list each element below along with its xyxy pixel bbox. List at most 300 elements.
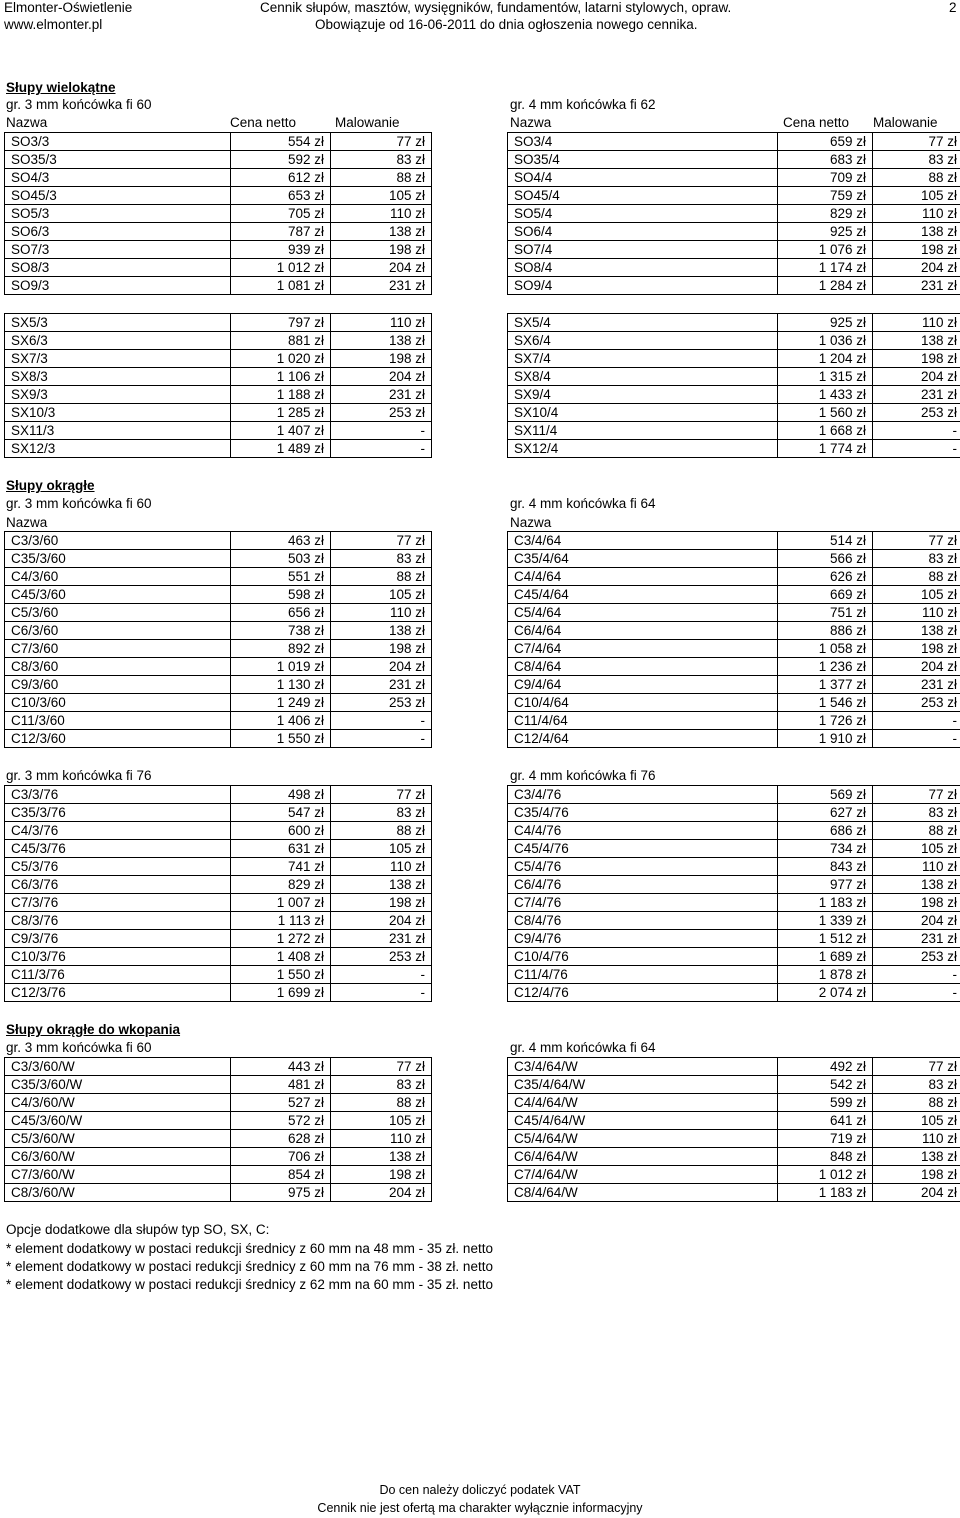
painting-price: 138 zł [331, 622, 432, 640]
col-header-name: Nazwa [510, 515, 552, 530]
painting-price: 110 zł [873, 1130, 960, 1148]
painting-price: 138 zł [331, 332, 432, 350]
price-table-c3-60 [4, 531, 432, 748]
net-price: 1 546 zł [778, 694, 873, 712]
product-name: SO35/3 [5, 151, 231, 169]
table-row [508, 1058, 960, 1076]
table-row [508, 350, 960, 368]
table-row [508, 786, 960, 804]
product-name: C5/3/60 [5, 604, 231, 622]
painting-price: - [873, 440, 960, 458]
table-row [508, 241, 960, 259]
product-name: C45/3/60/W [5, 1112, 231, 1130]
table-row [508, 840, 960, 858]
product-name: C8/3/76 [5, 912, 231, 930]
product-name: C3/3/60 [5, 532, 231, 550]
table-row [5, 804, 432, 822]
painting-price: 253 zł [873, 948, 960, 966]
table-row [5, 894, 432, 912]
net-price: 1 020 zł [231, 350, 331, 368]
table-row [508, 948, 960, 966]
table-row [508, 858, 960, 876]
painting-price: - [873, 712, 960, 730]
footer-disclaimer: Cennik nie jest ofertą ma charakter wyłącznie informacyjny [317, 1501, 643, 1515]
col-header-name: Nazwa [510, 115, 552, 130]
net-price: 1 113 zł [231, 912, 331, 930]
painting-price: 110 zł [873, 205, 960, 223]
product-name: C7/3/60 [5, 640, 231, 658]
net-price: 1 550 zł [231, 730, 331, 748]
net-price: 503 zł [231, 550, 331, 568]
product-name: C12/4/64 [508, 730, 778, 748]
painting-price: - [331, 730, 432, 748]
painting-price: 231 zł [331, 676, 432, 694]
net-price: 1 007 zł [231, 894, 331, 912]
product-name: C45/4/64 [508, 586, 778, 604]
product-name: SX6/3 [5, 332, 231, 350]
product-name: SX10/4 [508, 404, 778, 422]
net-price: 569 zł [778, 786, 873, 804]
subheading-right: gr. 4 mm końcówka fi 64 [510, 1040, 656, 1055]
product-name: C35/4/64/W [508, 1076, 778, 1094]
product-name: C6/4/64 [508, 622, 778, 640]
product-name: C4/3/60 [5, 568, 231, 586]
product-name: C4/4/76 [508, 822, 778, 840]
painting-price: 138 zł [331, 1148, 432, 1166]
net-price: 2 074 zł [778, 984, 873, 1002]
product-name: C6/4/64/W [508, 1148, 778, 1166]
painting-price: 83 zł [331, 804, 432, 822]
net-price: 1 183 zł [778, 1184, 873, 1202]
painting-price: - [331, 984, 432, 1002]
painting-price: 198 zł [331, 241, 432, 259]
net-price: 600 zł [231, 822, 331, 840]
net-price: 653 zł [231, 187, 331, 205]
net-price: 738 zł [231, 622, 331, 640]
table-row [5, 640, 432, 658]
net-price: 1 315 zł [778, 368, 873, 386]
painting-price: 198 zł [873, 241, 960, 259]
table-row [508, 151, 960, 169]
footer-vat: Do cen należy doliczyć podatek VAT [379, 1483, 581, 1497]
product-name: SX11/3 [5, 422, 231, 440]
product-name: SO5/3 [5, 205, 231, 223]
painting-price: 110 zł [873, 314, 960, 332]
net-price: 656 zł [231, 604, 331, 622]
product-name: C8/4/64 [508, 658, 778, 676]
net-price: 1 512 zł [778, 930, 873, 948]
table-row [5, 386, 432, 404]
product-name: C35/3/60/W [5, 1076, 231, 1094]
product-name: C35/4/64 [508, 550, 778, 568]
net-price: 1 878 zł [778, 966, 873, 984]
table-row [5, 550, 432, 568]
net-price: 1 236 zł [778, 658, 873, 676]
table-row [508, 568, 960, 586]
table-row [508, 894, 960, 912]
product-name: C3/4/76 [508, 786, 778, 804]
product-name: SO6/3 [5, 223, 231, 241]
net-price: 1 689 zł [778, 948, 873, 966]
net-price: 1 408 zł [231, 948, 331, 966]
table-row [5, 332, 432, 350]
table-row [508, 804, 960, 822]
net-price: 641 zł [778, 1112, 873, 1130]
net-price: 1 433 zł [778, 386, 873, 404]
table-row [5, 314, 432, 332]
product-name: SX10/3 [5, 404, 231, 422]
product-name: C6/4/76 [508, 876, 778, 894]
table-row [5, 1148, 432, 1166]
table-row [5, 1130, 432, 1148]
product-name: SO3/3 [5, 133, 231, 151]
net-price: 925 zł [778, 314, 873, 332]
product-name: C3/3/76 [5, 786, 231, 804]
painting-price: 204 zł [873, 1184, 960, 1202]
painting-price: 204 zł [331, 1184, 432, 1202]
painting-price: 138 zł [873, 332, 960, 350]
table-row [508, 822, 960, 840]
table-row [5, 876, 432, 894]
painting-price: 105 zł [331, 1112, 432, 1130]
painting-price: - [331, 422, 432, 440]
table-row [5, 1112, 432, 1130]
table-row [508, 169, 960, 187]
table-row [508, 314, 960, 332]
product-name: SX12/3 [5, 440, 231, 458]
product-name: C11/4/64 [508, 712, 778, 730]
net-price: 686 zł [778, 822, 873, 840]
net-price: 481 zł [231, 1076, 331, 1094]
option-line: * element dodatkowy w postaci redukcji średnicy z 60 mm na 76 mm - 38 zł. netto [6, 1259, 493, 1274]
product-name: SO4/3 [5, 169, 231, 187]
section-title-wkopania: Słupy okrągłe do wkopania [6, 1022, 181, 1037]
painting-price: 231 zł [331, 277, 432, 295]
product-name: C35/4/76 [508, 804, 778, 822]
painting-price: 83 zł [331, 1076, 432, 1094]
net-price: 1 174 zł [778, 259, 873, 277]
table-row [5, 368, 432, 386]
product-name: C6/3/60 [5, 622, 231, 640]
table-row [5, 858, 432, 876]
price-table-sx4 [507, 313, 960, 458]
table-row [5, 350, 432, 368]
painting-price: 204 zł [331, 368, 432, 386]
net-price: 1 081 zł [231, 277, 331, 295]
table-row [5, 822, 432, 840]
painting-price: 77 zł [873, 133, 960, 151]
section-title-wielokatne: Słupy wielokątne [6, 80, 116, 95]
table-row [508, 422, 960, 440]
net-price: 1 012 zł [778, 1166, 873, 1184]
product-name: SO7/3 [5, 241, 231, 259]
product-name: C8/4/64/W [508, 1184, 778, 1202]
product-name: SX8/3 [5, 368, 231, 386]
net-price: 892 zł [231, 640, 331, 658]
table-row [508, 332, 960, 350]
product-name: C45/3/76 [5, 840, 231, 858]
net-price: 1 489 zł [231, 440, 331, 458]
painting-price: 204 zł [331, 658, 432, 676]
col-header-paint: Malowanie [335, 115, 400, 130]
table-row [5, 786, 432, 804]
subheading-right: gr. 4 mm końcówka fi 64 [510, 496, 656, 511]
table-row [508, 440, 960, 458]
net-price: 1 550 zł [231, 966, 331, 984]
painting-price: - [873, 422, 960, 440]
net-price: 797 zł [231, 314, 331, 332]
painting-price: 198 zł [331, 894, 432, 912]
product-name: SX6/4 [508, 332, 778, 350]
painting-price: 83 zł [873, 1076, 960, 1094]
col-header-paint: Malowanie [873, 115, 938, 130]
table-row [5, 930, 432, 948]
subheading-right: gr. 4 mm końcówka fi 62 [510, 97, 656, 112]
net-price: 829 zł [231, 876, 331, 894]
net-price: 751 zł [778, 604, 873, 622]
net-price: 1 774 zł [778, 440, 873, 458]
product-name: SO9/3 [5, 277, 231, 295]
table-row [5, 277, 432, 295]
painting-price: 105 zł [873, 586, 960, 604]
product-name: C5/3/76 [5, 858, 231, 876]
painting-price: 138 zł [331, 876, 432, 894]
subheading-right: gr. 4 mm końcówka fi 76 [510, 768, 656, 783]
net-price: 628 zł [231, 1130, 331, 1148]
product-name: C4/4/64 [508, 568, 778, 586]
product-name: C3/4/64/W [508, 1058, 778, 1076]
product-name: C12/3/60 [5, 730, 231, 748]
painting-price: 198 zł [331, 350, 432, 368]
product-name: C8/4/76 [508, 912, 778, 930]
painting-price: - [331, 440, 432, 458]
product-name: C4/4/64/W [508, 1094, 778, 1112]
painting-price: 198 zł [873, 640, 960, 658]
option-line: * element dodatkowy w postaci redukcji średnicy z 62 mm na 60 mm - 35 zł. netto [6, 1277, 493, 1292]
painting-price: 204 zł [331, 912, 432, 930]
net-price: 514 zł [778, 532, 873, 550]
painting-price: 138 zł [873, 1148, 960, 1166]
net-price: 627 zł [778, 804, 873, 822]
col-header-price: Cena netto [230, 115, 297, 130]
painting-price: - [873, 984, 960, 1002]
product-name: C12/3/76 [5, 984, 231, 1002]
price-table-w3-60 [4, 1057, 432, 1202]
subheading-left: gr. 3 mm końcówka fi 60 [6, 1040, 152, 1055]
painting-price: 110 zł [873, 604, 960, 622]
product-name: C5/4/64 [508, 604, 778, 622]
painting-price: 231 zł [873, 930, 960, 948]
table-row [5, 133, 432, 151]
painting-price: 198 zł [873, 1166, 960, 1184]
table-row [508, 640, 960, 658]
net-price: 1 019 zł [231, 658, 331, 676]
product-name: SO45/4 [508, 187, 778, 205]
subheading-left: gr. 3 mm końcówka fi 76 [6, 768, 152, 783]
product-name: C10/4/64 [508, 694, 778, 712]
net-price: 975 zł [231, 1184, 331, 1202]
product-name: C45/4/64/W [508, 1112, 778, 1130]
painting-price: 138 zł [873, 223, 960, 241]
table-row [508, 586, 960, 604]
product-name: SO7/4 [508, 241, 778, 259]
net-price: 598 zł [231, 586, 331, 604]
net-price: 719 zł [778, 1130, 873, 1148]
net-price: 1 668 zł [778, 422, 873, 440]
product-name: C11/3/60 [5, 712, 231, 730]
net-price: 659 zł [778, 133, 873, 151]
table-row [5, 1076, 432, 1094]
painting-price: 105 zł [331, 187, 432, 205]
product-name: C10/4/76 [508, 948, 778, 966]
net-price: 1 726 zł [778, 712, 873, 730]
page-number: 2 [949, 0, 957, 15]
net-price: 741 zł [231, 858, 331, 876]
table-row [5, 205, 432, 223]
painting-price: 198 zł [873, 894, 960, 912]
product-name: C9/4/76 [508, 930, 778, 948]
table-row [508, 277, 960, 295]
painting-price: 77 zł [331, 532, 432, 550]
painting-price: 138 zł [331, 223, 432, 241]
net-price: 1 183 zł [778, 894, 873, 912]
net-price: 592 zł [231, 151, 331, 169]
price-table-c4-64 [507, 531, 960, 748]
table-row [508, 966, 960, 984]
net-price: 706 zł [231, 1148, 331, 1166]
painting-price: 77 zł [331, 786, 432, 804]
net-price: 1 407 zł [231, 422, 331, 440]
product-name: SX7/3 [5, 350, 231, 368]
validity-text: Obowiązuje od 16-06-2011 do dnia ogłoszenia nowego cennika. [315, 17, 698, 32]
product-name: SX12/4 [508, 440, 778, 458]
net-price: 759 zł [778, 187, 873, 205]
product-name: C35/3/60 [5, 550, 231, 568]
table-row [5, 1166, 432, 1184]
net-price: 1 036 zł [778, 332, 873, 350]
painting-price: 253 zł [873, 404, 960, 422]
table-row [508, 1166, 960, 1184]
net-price: 925 zł [778, 223, 873, 241]
painting-price: 105 zł [873, 187, 960, 205]
net-price: 1 058 zł [778, 640, 873, 658]
painting-price: 105 zł [331, 586, 432, 604]
net-price: 554 zł [231, 133, 331, 151]
table-row [5, 422, 432, 440]
net-price: 1 406 zł [231, 712, 331, 730]
painting-price: 83 zł [873, 550, 960, 568]
table-row [508, 694, 960, 712]
table-row [5, 604, 432, 622]
table-row [508, 205, 960, 223]
net-price: 527 zł [231, 1094, 331, 1112]
price-table-sx3 [4, 313, 432, 458]
painting-price: 110 zł [331, 858, 432, 876]
table-row [5, 404, 432, 422]
net-price: 1 249 zł [231, 694, 331, 712]
product-name: SO5/4 [508, 205, 778, 223]
painting-price: 105 zł [873, 840, 960, 858]
net-price: 1 699 zł [231, 984, 331, 1002]
net-price: 612 zł [231, 169, 331, 187]
painting-price: - [873, 966, 960, 984]
table-row [508, 730, 960, 748]
table-row [5, 169, 432, 187]
table-row [5, 1094, 432, 1112]
table-row [5, 840, 432, 858]
product-name: SO9/4 [508, 277, 778, 295]
net-price: 1 910 zł [778, 730, 873, 748]
table-row [508, 622, 960, 640]
price-table-c4-76 [507, 785, 960, 1002]
product-name: SO8/3 [5, 259, 231, 277]
painting-price: 204 zł [873, 368, 960, 386]
product-name: SO45/3 [5, 187, 231, 205]
table-row [508, 259, 960, 277]
product-name: C3/4/64 [508, 532, 778, 550]
product-name: SO4/4 [508, 169, 778, 187]
painting-price: 83 zł [873, 151, 960, 169]
painting-price: 253 zł [331, 948, 432, 966]
table-row [5, 966, 432, 984]
table-row [508, 532, 960, 550]
product-name: C8/3/60 [5, 658, 231, 676]
net-price: 1 560 zł [778, 404, 873, 422]
table-row [5, 658, 432, 676]
painting-price: 110 zł [331, 314, 432, 332]
product-name: C9/4/64 [508, 676, 778, 694]
option-line: * element dodatkowy w postaci redukcji średnicy z 60 mm na 48 mm - 35 zł. netto [6, 1241, 493, 1256]
painting-price: 231 zł [331, 930, 432, 948]
net-price: 547 zł [231, 804, 331, 822]
options-intro: Opcje dodatkowe dla słupów typ SO, SX, C: [6, 1222, 270, 1237]
table-row [508, 604, 960, 622]
net-price: 1 272 zł [231, 930, 331, 948]
table-row [5, 223, 432, 241]
product-name: SX7/4 [508, 350, 778, 368]
product-name: SX9/4 [508, 386, 778, 404]
net-price: 626 zł [778, 568, 873, 586]
product-name: SX5/3 [5, 314, 231, 332]
subheading-left: gr. 3 mm końcówka fi 60 [6, 496, 152, 511]
painting-price: 204 zł [873, 912, 960, 930]
net-price: 1 012 zł [231, 259, 331, 277]
table-row [508, 133, 960, 151]
painting-price: 110 zł [331, 1130, 432, 1148]
net-price: 1 284 zł [778, 277, 873, 295]
net-price: 1 106 zł [231, 368, 331, 386]
painting-price: 105 zł [331, 840, 432, 858]
painting-price: 231 zł [331, 386, 432, 404]
product-name: C3/3/60/W [5, 1058, 231, 1076]
table-row [5, 440, 432, 458]
website-link[interactable]: www.elmonter.pl [4, 17, 103, 32]
net-price: 1 188 zł [231, 386, 331, 404]
net-price: 829 zł [778, 205, 873, 223]
product-name: C12/4/76 [508, 984, 778, 1002]
subheading-left: gr. 3 mm końcówka fi 60 [6, 97, 152, 112]
net-price: 1 076 zł [778, 241, 873, 259]
section-title-okragle: Słupy okrągłe [6, 478, 95, 493]
col-header-name: Nazwa [6, 115, 48, 130]
product-name: SO6/4 [508, 223, 778, 241]
table-row [508, 1148, 960, 1166]
col-header-name: Nazwa [6, 515, 48, 530]
product-name: C4/3/76 [5, 822, 231, 840]
net-price: 854 zł [231, 1166, 331, 1184]
painting-price: 88 zł [873, 1094, 960, 1112]
painting-price: 198 zł [331, 640, 432, 658]
